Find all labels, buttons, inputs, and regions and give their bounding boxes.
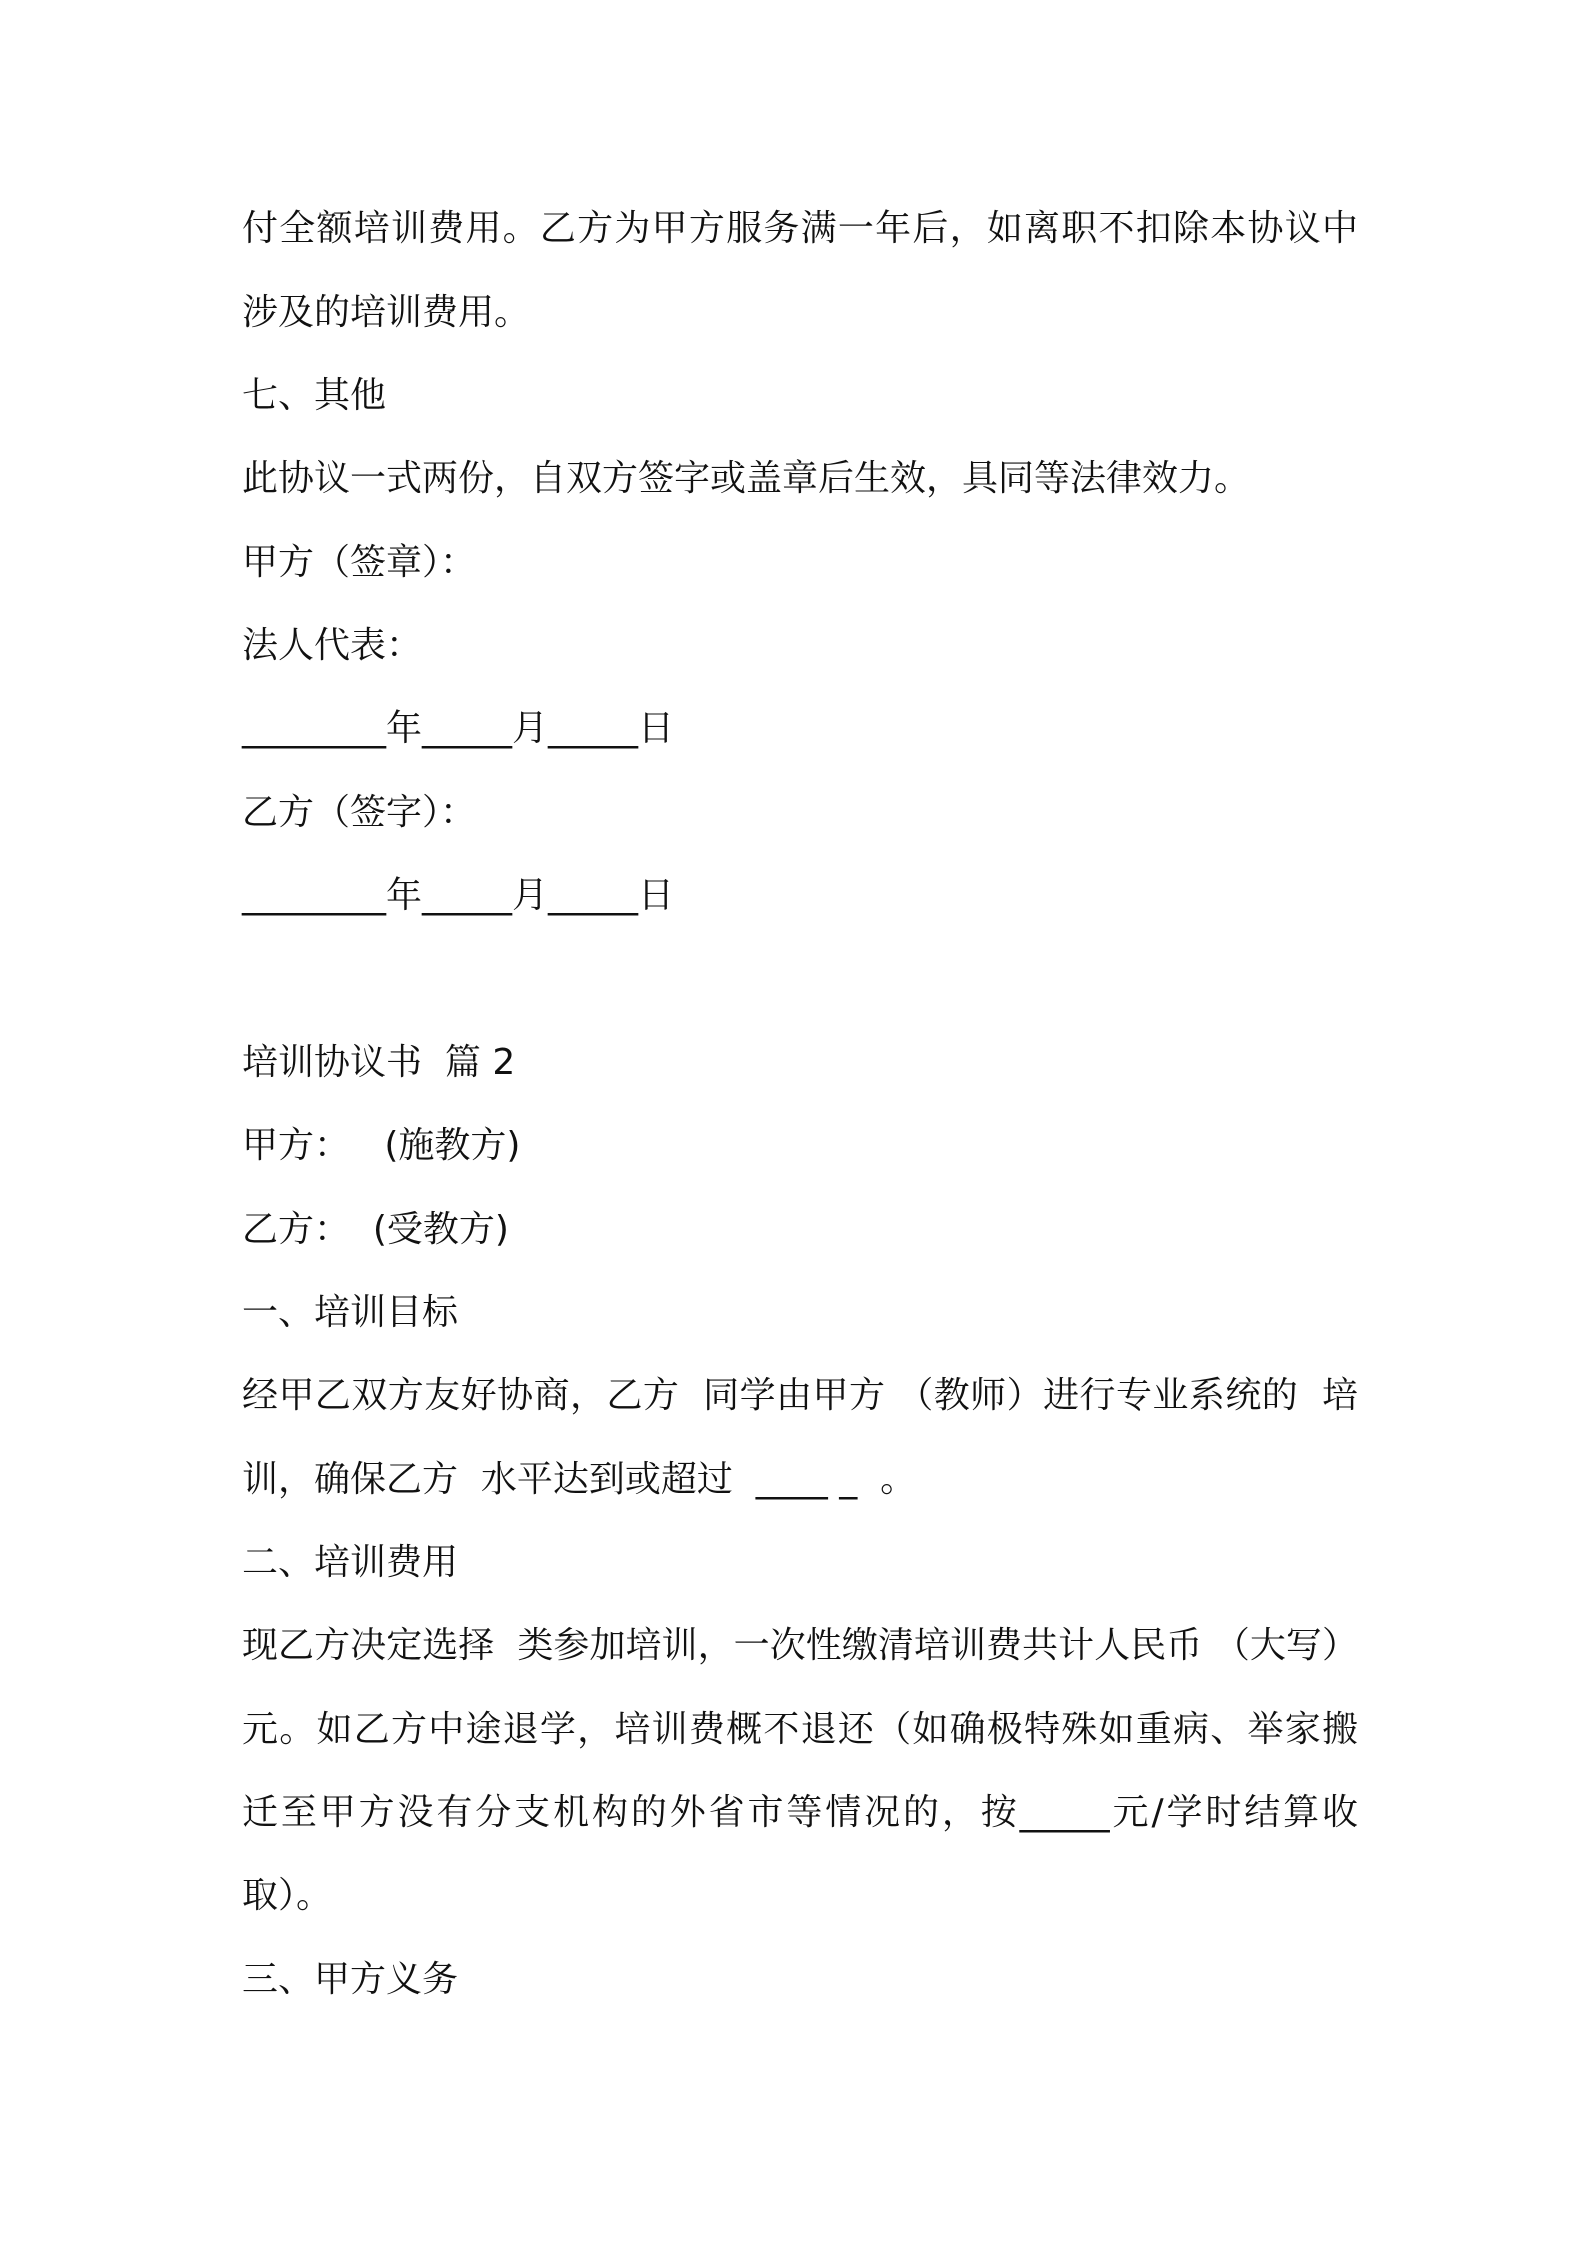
party-line: 甲方： (施教方) (242, 1125, 521, 1166)
text-line: 迁至甲方没有分支机构的外省市等情况的，按_____元/学时结算收 (242, 1792, 1358, 1833)
signature-label: 乙方（签字）： (242, 792, 477, 833)
text-line: 现乙方决定选择 类参加培训，一次性缴清培训费共计人民币 （大写） (242, 1625, 1358, 1666)
signature-label: 法人代表： (242, 625, 423, 666)
section-heading: 三、甲方义务 (242, 1959, 459, 2000)
text-line: 元。如乙方中途退学，培训费概不退还（如确极特殊如重病、举家搬 (242, 1709, 1358, 1750)
date-line: ________年_____月_____日 (242, 875, 674, 916)
party-line: 乙方： (受教方) (242, 1209, 509, 1250)
section-heading: 一、培训目标 (242, 1292, 459, 1333)
section-heading: 七、其他 (242, 375, 387, 416)
document-title: 培训协议书 篇 2 (242, 1042, 516, 1083)
text-line: 此协议一式两份，自双方签字或盖章后生效，具同等法律效力。 (242, 458, 1251, 499)
text-line: 训，确保乙方 水平达到或超过 ____ _ 。 (242, 1459, 917, 1500)
section-heading: 二、培训费用 (242, 1542, 459, 1583)
text-line: 经甲乙双方友好协商，乙方 同学由甲方 （教师）进行专业系统的 培 (242, 1375, 1358, 1416)
text-line: 付全额培训费用。乙方为甲方服务满一年后，如离职不扣除本协议中 (242, 208, 1358, 249)
text-line: 取）。 (242, 1875, 333, 1916)
text-line: 涉及的培训费用。 (242, 292, 531, 333)
date-line: ________年_____月_____日 (242, 708, 674, 749)
signature-label: 甲方（签章）： (242, 542, 477, 583)
